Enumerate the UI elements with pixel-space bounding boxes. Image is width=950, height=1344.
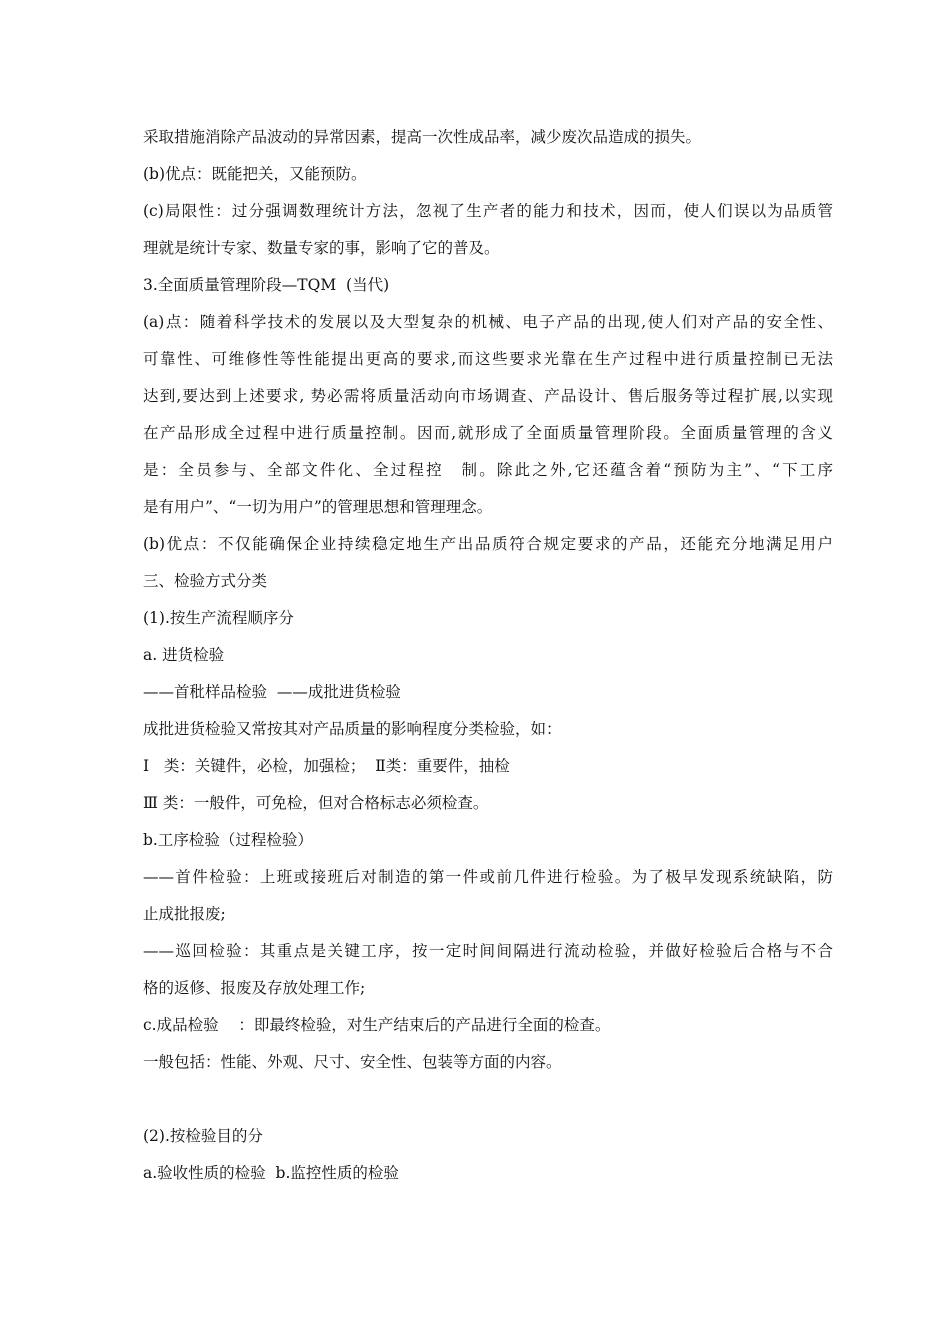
paragraph-line: ——巡回检验：其重点是关键工序，按一定时间间隔进行流动检验，并做好检验后合格与不合 bbox=[143, 942, 833, 960]
paragraph-line: 达到,要达到上述要求, 势必需将质量活动向市场调查、产品设计、售后服务等过程扩展,以实现 bbox=[143, 387, 833, 405]
paragraph-line: 是：全员参与、全部文件化、全过程控 制。除此之外,它还蕴含着“预防为主”、“下工序 bbox=[143, 461, 833, 479]
paragraph-line: 采取措施消除产品波动的异常因素，提高一次性成品率，减少废次品造成的损失。 bbox=[143, 128, 702, 146]
paragraph-line: a.验收性质的检验 b.监控性质的检验 bbox=[143, 1164, 399, 1182]
paragraph-line: Ⅲ 类：一般件，可免检，但对合格标志必须检查。 bbox=[143, 794, 489, 812]
paragraph-line: 理就是统计专家、数量专家的事，影响了它的普及。 bbox=[143, 239, 500, 257]
subsection-heading: (1).按生产流程顺序分 bbox=[143, 609, 294, 627]
subsection-heading: (2).按检验目的分 bbox=[143, 1127, 263, 1145]
blank-line bbox=[143, 1081, 833, 1118]
paragraph-line: 成批进货检验又常按其对产品质量的影响程度分类检验，如： bbox=[143, 720, 562, 738]
section-heading: 三、检验方式分类 bbox=[143, 572, 268, 590]
paragraph-line: (c)局限性：过分强调数理统计方法，忽视了生产者的能力和技术，因而，使人们误以为品质管 bbox=[143, 202, 833, 220]
paragraph-line: 是有用户”、“一切为用户”的管理思想和管理理念。 bbox=[143, 498, 493, 516]
paragraph-line: 一般包括：性能、外观、尺寸、安全性、包装等方面的内容。 bbox=[143, 1053, 562, 1071]
paragraph-line: 可靠性、可维修性等性能提出更高的要求,而这些要求光靠在生产过程中进行质量控制已无法 bbox=[143, 350, 833, 368]
paragraph-line: 在产品形成全过程中进行质量控制。因而,就形成了全面质量管理阶段。全面质量管理的含义 bbox=[143, 424, 833, 442]
paragraph-line: I 类：关键件，必检，加强检； Ⅱ类：重要件，抽检 bbox=[143, 757, 510, 775]
item-heading: a. 进货检验 bbox=[143, 646, 225, 664]
section-heading: 3.全面质量管理阶段—TQM (当代) bbox=[143, 276, 390, 294]
paragraph-line: 格的返修、报废及存放处理工作; bbox=[143, 979, 366, 997]
paragraph-line: (a)点：随着科学技术的发展以及大型复杂的机械、电子产品的出现,使人们对产品的安全性、 bbox=[143, 313, 833, 331]
document-body bbox=[143, 119, 833, 1192]
paragraph-line: (b)优点：既能把关，又能预防。 bbox=[143, 165, 367, 183]
item-heading: b.工序检验（过程检验） bbox=[143, 831, 313, 849]
item-heading: c.成品检验 ：即最终检验，对生产结束后的产品进行全面的检查。 bbox=[143, 1016, 611, 1034]
paragraph-line: ——首件检验：上班或接班后对制造的第一件或前几件进行检验。为了极早发现系统缺陷，防 bbox=[143, 868, 833, 886]
paragraph-line: 止成批报废; bbox=[143, 905, 226, 923]
paragraph-line: ——首秕样品检验 ——成批进货检验 bbox=[143, 683, 401, 701]
paragraph-line: (b)优点：不仅能确保企业持续稳定地生产出品质符合规定要求的产品，还能充分地满足用户 bbox=[143, 535, 833, 553]
